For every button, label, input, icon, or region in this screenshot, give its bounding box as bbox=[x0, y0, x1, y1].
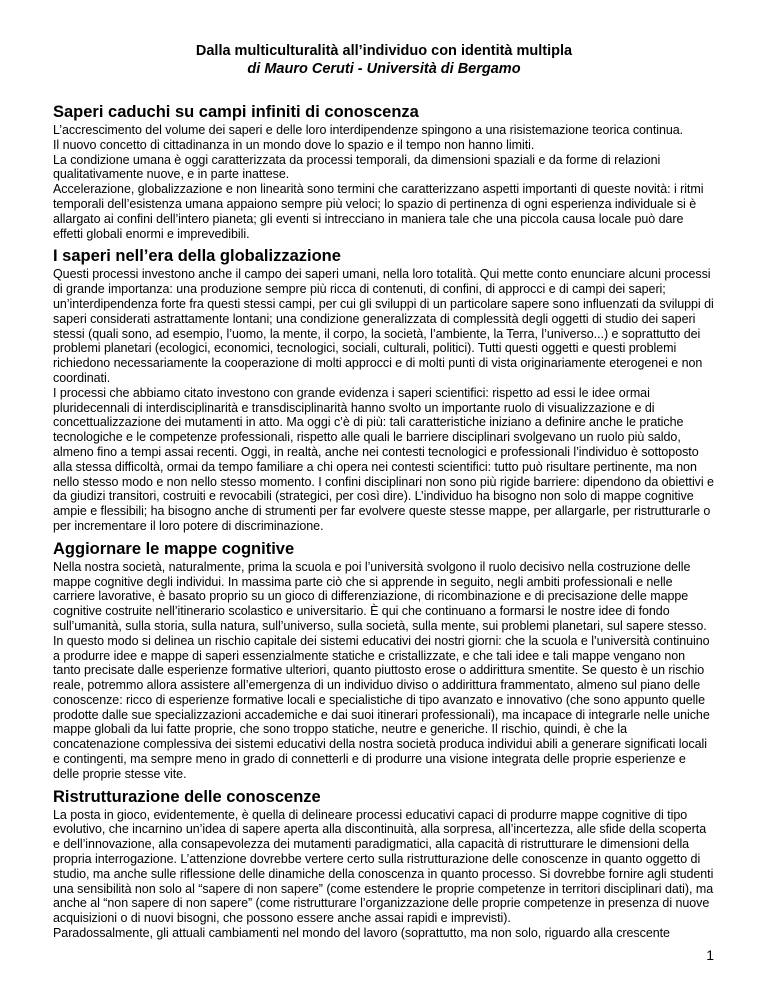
paragraph: Paradossalmente, gli attuali cambiamenti nel mondo del lavoro (soprattutto, ma non solo, riguardo alla crescente bbox=[53, 926, 670, 941]
paragraph: Nella nostra società, naturalmente, prima la scuola e poi l’università svolgono il ruolo decisivo nella costruzione delle mappe cognitive degli individui. In massima parte ciò che si apprende in seguito, negli ambiti professionali e nelle carriere lavorative, è basato proprio su un gioco di differenziazione, di ricombinazione e di precisazione delle mappe cognitive costruite nell’itinerario scolastico e universitario. È qui che continuano a formarsi le nostre idee di fondo sull’umanità, sulla storia, sulla natura, sull’universo, sulla società, sulla mente, sui problemi planetari, sul sapere stesso. In questo modo si delinea un rischio capitale dei sistemi educativi dei nostri giorni: che la scuola e l’università continuino a produrre idee e mappe di saperi essenzialmente statiche e cristallizzate, e che tali idee e tali mappe vengano non tanto precisate dalle esperienze formative ulteriori, quanto piuttosto erose o addirittura smentite. Se questo è un rischio reale, potremmo allora assistere all’emergenza di un individuo diviso o addirittura frammentato, almeno sul piano delle conoscenze: ricco di esperienze formative locali e specialistiche di tipo avanzato e innovativo (che sono appunto quelle prodotte dalle sue specializzazioni accademiche e dai suoi itinerari professionali), ma incapace di integrarle nelle uniche mappe globali da lui fatte proprie, che sono troppo statiche, neutre e generiche. Il rischio, quindi, è che la concatenazione complessiva dei sistemi educativi della nostra società produca individui abili a generare significati locali e contingenti, ma sempre meno in grado di connetterli e di produrre una visione integrata delle proprie esperienze e delle proprie stesse vite. bbox=[53, 559, 710, 781]
paragraph: La condizione umana è oggi caratterizzata da processi temporali, da dimensioni spaziali e da forme di relazioni qualitativamente nuove, e in parte inattese. bbox=[53, 152, 661, 182]
page-number: 1 bbox=[706, 947, 714, 963]
section-heading: Aggiornare le mappe cognitive bbox=[53, 539, 295, 558]
paragraph: I processi che abbiamo citato investono con grande evidenza i saperi scientifici: rispetto ad essi le idee ormai pluridecennali di interdisciplinarità e transdisciplinarità hanno svolto un importante ruolo di visualizzazione e di concettualizzazione dei mutamenti in atto. Ma oggi c’è di più: tali caratteristiche iniziano a definire anche le pratiche tecnologiche e le competenze professionali, rispetto alle quali le barriere disciplinari svolgevano un ruolo più saldo, almeno fino a tempi assai recenti. Oggi, in realtà, anche nei contesti tecnologici e professionali l’individuo è sottoposto alla stessa difficoltà, ormai da tempo familiare a chi opera nei contesti scientifici: tutto può risultare pertinente, ma non nello stesso modo e non nello stesso momento. I confini disciplinari non sono più rigide barriere: dipendono da obiettivi e da giudizi transitori, costruiti e revocabili (strategici, per così dire). L’individuo ha bisogno non solo di mappe cognitive ampie e flessibili; ha bisogno anche di strumenti per far evolvere queste stesse mappe, per allargarle, per ristrutturarle o per incrementare il loro potere di discriminazione. bbox=[53, 385, 714, 533]
section-saperi-globalizzazione bbox=[53, 246, 715, 533]
title-block bbox=[53, 42, 715, 78]
paragraph: La posta in gioco, evidentemente, è quella di delineare processi educativi capaci di produrre mappe cognitive di tipo evolutivo, che incarnino un’idea di sapere aperta alla discontinuità, alla sorpresa, all’incertezza, alle sfide della scoperta e dell’innovazione, alla consapevolezza dei mutamenti paradigmatici, alla capacità di ristrutturare le dimensioni della propria interrogazione. L’attenzione dovrebbe vertere certo sulla ristrutturazione delle conoscenze in quanto oggetto di studio, ma anche sulle riflessione delle dinamiche della conoscenza in quanto processo. Si dovrebbe fornire agli studenti una sensibilità non solo al “sapere di non sapere” (come estendere le proprie competenze in territori disciplinari dati), ma anche al “non sapere di non sapere” (come ristrutturare l’organizzazione delle proprie competenze in presenza di nuove acquisizioni o di nuovi bisogni, che possono essere anche assai rapidi e imprevisti). bbox=[53, 807, 714, 926]
section-ristrutturazione bbox=[53, 787, 715, 941]
section-heading: Ristrutturazione delle conoscenze bbox=[53, 787, 321, 806]
section-saperi-caduchi bbox=[53, 102, 715, 241]
paragraph: Il nuovo concetto di cittadinanza in un mondo dove lo spazio e il tempo non hanno limiti. bbox=[53, 137, 535, 152]
document-page bbox=[53, 42, 715, 946]
document-title: Dalla multiculturalità all’individuo con identità multipla bbox=[195, 43, 573, 59]
section-mappe-cognitive bbox=[53, 539, 715, 782]
document-author: di Mauro Ceruti - Università di Bergamo bbox=[247, 61, 521, 77]
section-heading: I saperi nell’era della globalizzazione bbox=[53, 247, 341, 266]
paragraph: Questi processi investono anche il campo dei saperi umani, nella loro totalità. Qui mette conto enunciare alcuni processi di grande importanza: una produzione sempre più ricca di contenuti, di confini, di approcci e di campi dei saperi; un’interdipendenza forte fra questi stessi campi, per cui gli sviluppi di un particolare sapere sono influenzati da sviluppi di saperi considerati astrattamente lontani; una condizione generalizzata di complessità degli oggetti di studio dei saperi stessi (quali sono, ad esempio, l’uomo, la mente, il corpo, la società, l’ambiente, la Terra, l’universo...) e soprattutto dei problemi planetari (ecologici, economici, tecnologici, sociali, culturali, politici). Tutti questi oggetti e questi problemi richiedono necessariamente la cooperazione di molti approcci e di molti punti di vista originariamente eterogenei e non coordinati. bbox=[53, 267, 714, 385]
paragraph: Accelerazione, globalizzazione e non linearità sono termini che caratterizzano aspetti importanti di queste novità: i ritmi temporali dell’esistenza umana appaiono sempre più veloci; lo spazio di pertinenza di ogni esperienza individuale si è allargato ai confini dell’intero pianeta; gli eventi si intrecciano in maniera tale che una piccola causa locale può dare effetti globali enormi e imprevedibili. bbox=[53, 182, 704, 241]
paragraph: L’accrescimento del volume dei saperi e delle loro interdipendenze spingono a una risistemazione teorica continua. bbox=[53, 123, 684, 137]
section-heading: Saperi caduchi su campi infiniti di conoscenza bbox=[53, 103, 419, 121]
